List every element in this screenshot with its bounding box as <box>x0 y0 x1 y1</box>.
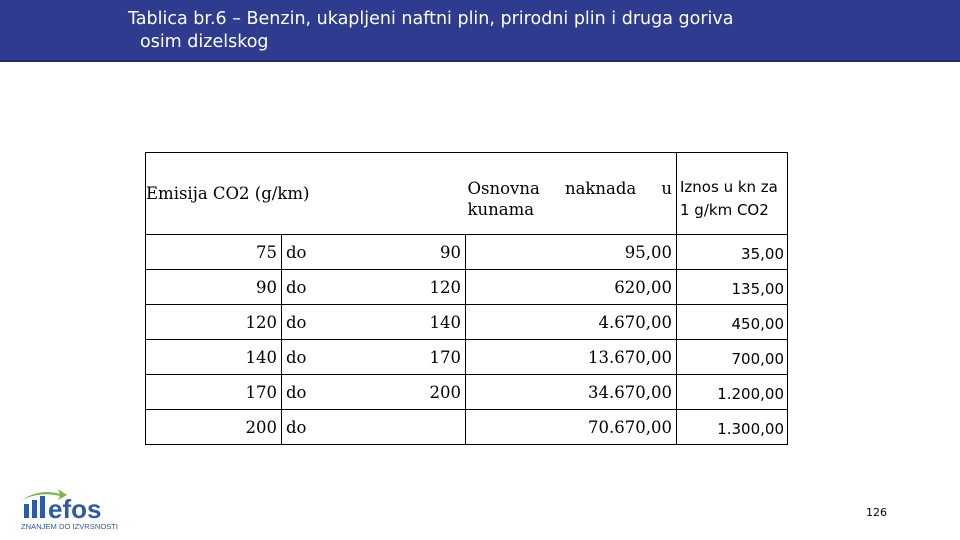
row-sep: do <box>282 375 327 410</box>
row-iznos: 450,00 <box>677 305 788 340</box>
row-sep: do <box>282 305 327 340</box>
row-to: 90 <box>326 235 466 270</box>
row-to: 200 <box>326 375 466 410</box>
slide-title <box>128 8 828 54</box>
table-row <box>146 270 788 305</box>
efos-logo <box>20 484 150 532</box>
row-sep: do <box>282 410 327 445</box>
iznos-header <box>677 153 788 235</box>
row-naknada: 4.670,00 <box>466 305 677 340</box>
title-bar <box>0 0 960 62</box>
logo-bar-2 <box>32 500 37 518</box>
table-row <box>146 410 788 445</box>
row-to <box>326 410 466 445</box>
iznos-header-line1: Iznos u kn za <box>680 178 778 196</box>
row-naknada: 13.670,00 <box>466 340 677 375</box>
page-number: 126 <box>866 506 887 519</box>
row-from: 90 <box>146 270 282 305</box>
row-iznos: 1.200,00 <box>677 375 788 410</box>
row-to: 140 <box>326 305 466 340</box>
iznos-header-line2: 1 g/km CO2 <box>680 201 769 219</box>
row-naknada: 70.670,00 <box>466 410 677 445</box>
table-row <box>146 340 788 375</box>
row-naknada: 620,00 <box>466 270 677 305</box>
row-iznos: 700,00 <box>677 340 788 375</box>
row-iznos: 135,00 <box>677 270 788 305</box>
row-to: 120 <box>326 270 466 305</box>
table-header-row <box>146 153 788 235</box>
naknada-header-word4: kunama <box>467 199 535 219</box>
row-from: 120 <box>146 305 282 340</box>
emisija-header: Emisija CO2 (g/km) <box>146 153 466 235</box>
row-sep: do <box>282 340 327 375</box>
logo-bar-3 <box>40 496 45 518</box>
table-row <box>146 375 788 410</box>
row-from: 140 <box>146 340 282 375</box>
row-naknada: 95,00 <box>466 235 677 270</box>
table-row <box>146 235 788 270</box>
naknada-header <box>466 153 677 235</box>
row-to: 170 <box>326 340 466 375</box>
row-from: 170 <box>146 375 282 410</box>
logo-tagline-text: ZNANJEM DO IZVRSNOSTI <box>21 522 119 531</box>
naknada-header-word2: naknada <box>564 178 637 198</box>
row-sep: do <box>282 235 327 270</box>
row-iznos: 35,00 <box>677 235 788 270</box>
naknada-header-word3: u <box>661 178 672 198</box>
row-from: 200 <box>146 410 282 445</box>
table-row <box>146 305 788 340</box>
slide-title-line1: Tablica br.6 – Benzin, ukapljeni naftni plin, prirodni plin i druga goriva <box>128 9 734 29</box>
row-sep: do <box>282 270 327 305</box>
logo-bar-1 <box>24 504 29 518</box>
co2-fee-table <box>145 152 788 445</box>
logo-brand-text: efos <box>48 494 102 524</box>
naknada-header-word1: Osnovna <box>467 178 540 198</box>
slide-title-line2: osim dizelskog <box>140 32 269 52</box>
row-iznos: 1.300,00 <box>677 410 788 445</box>
row-naknada: 34.670,00 <box>466 375 677 410</box>
row-from: 75 <box>146 235 282 270</box>
